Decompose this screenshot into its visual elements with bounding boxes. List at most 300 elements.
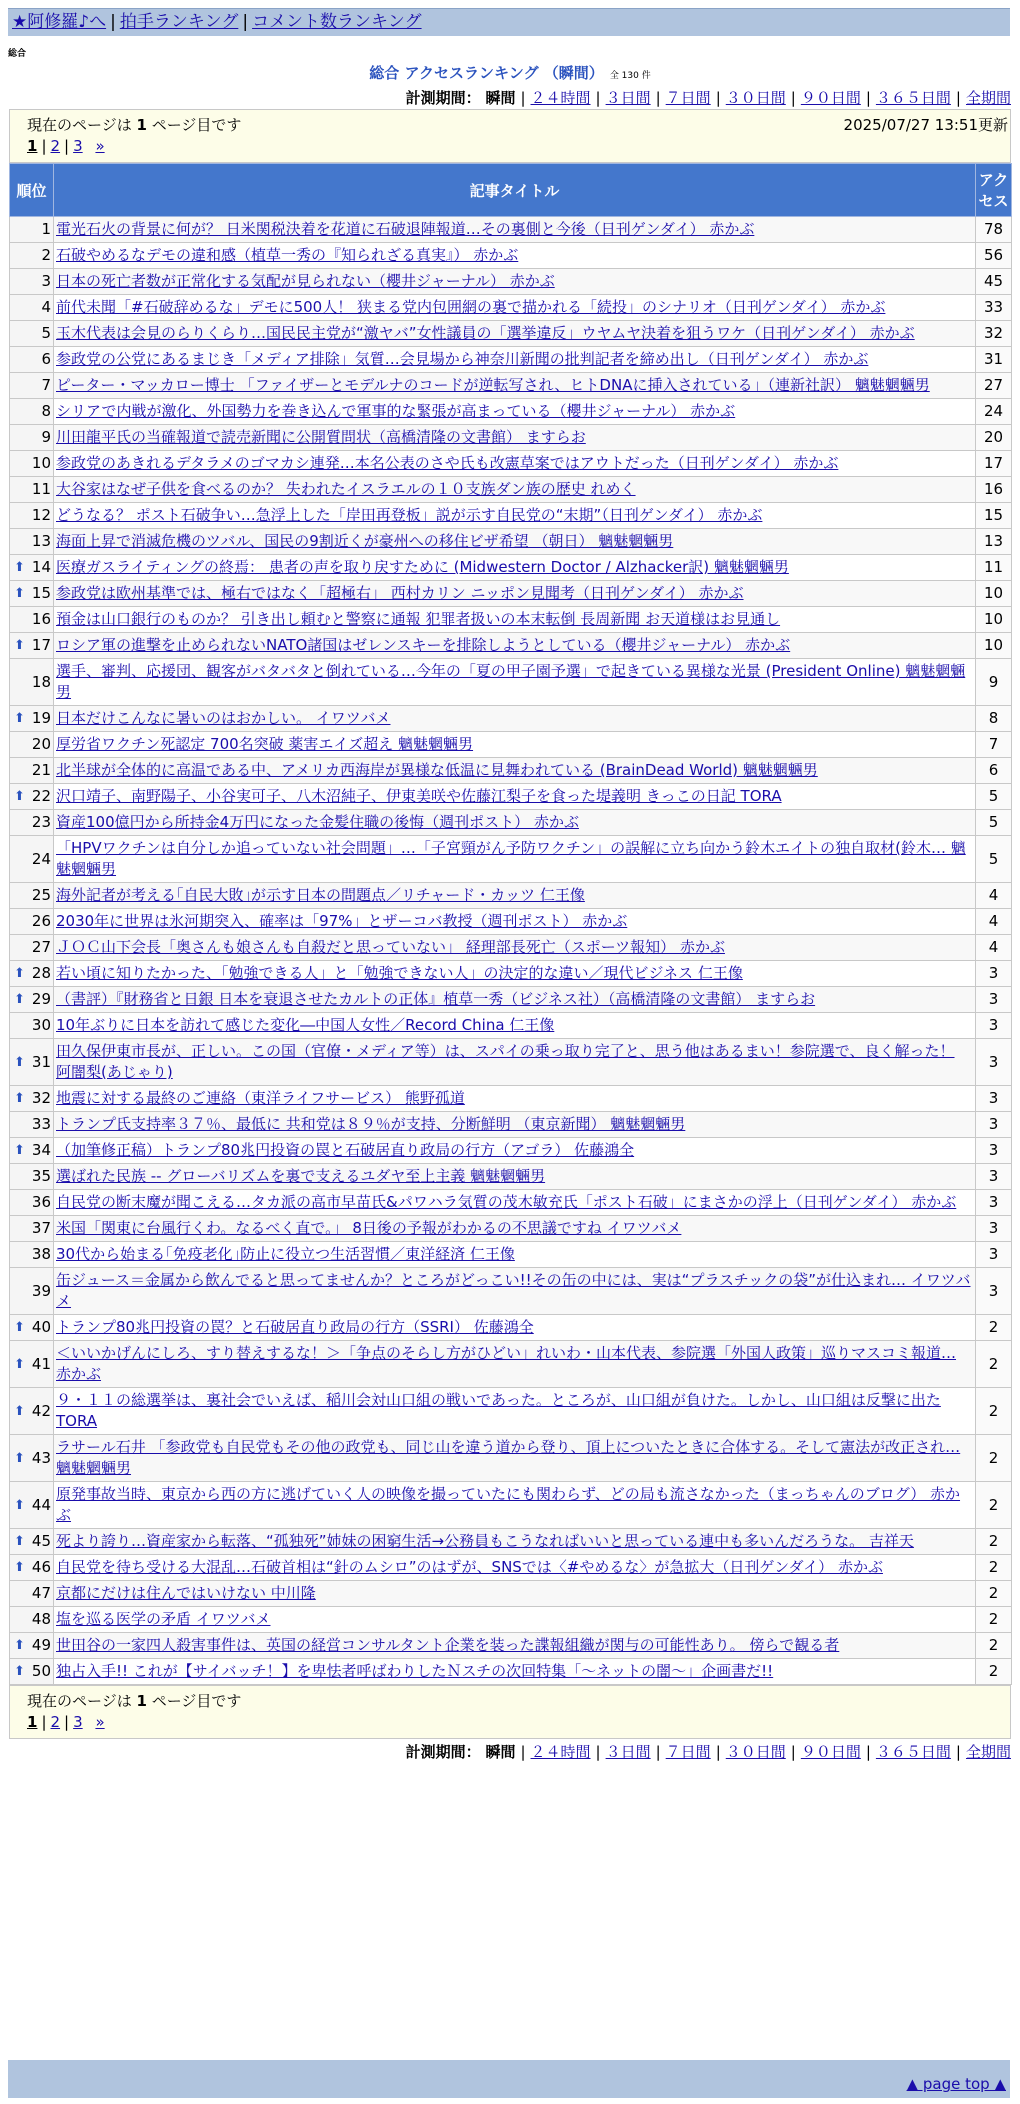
access-count: 16 — [976, 477, 1012, 503]
rank-cell — [10, 810, 54, 836]
article-link[interactable]: 死より誇り…資産家から転落、“孤独死”姉妹の困窮生活→公務員もこうなればいいと思っている連中も多いんだろうな。 吉祥天 — [56, 1532, 914, 1550]
title-cell — [54, 1633, 976, 1659]
rank-number: 2 — [41, 246, 51, 264]
rank-number: 39 — [31, 1281, 51, 1300]
article-link[interactable]: 石破やめるなデモの違和感（植草一秀の『知られざる真実』） 赤かぶ — [56, 246, 519, 264]
article-link[interactable]: 電光石火の背景に何が？ 日米関税決着を花道に石破退陣報道…その裏側と今後（日刊ゲンダイ） 赤かぶ — [56, 220, 755, 238]
title-cell — [54, 659, 976, 706]
title-cell — [54, 1242, 976, 1268]
access-count: 2 — [976, 1581, 1012, 1607]
title-cell — [54, 1388, 976, 1435]
rank-number: 16 — [31, 610, 51, 628]
table-row — [10, 451, 1012, 477]
table-row — [10, 1039, 1012, 1086]
pagination: 1 | 2 | 3 » — [27, 1713, 105, 1731]
rank-number: 23 — [31, 813, 51, 831]
table-row — [10, 836, 1012, 883]
rank-number: 11 — [31, 480, 51, 498]
title-cell — [54, 1039, 976, 1086]
access-count: 78 — [976, 217, 1012, 243]
page-next-link[interactable]: » — [95, 1713, 105, 1731]
access-count: 3 — [976, 1216, 1012, 1242]
rank-number: 47 — [31, 1584, 51, 1602]
access-count: 3 — [976, 1086, 1012, 1112]
page-link-2[interactable]: 2 — [50, 137, 61, 155]
rank-number: 37 — [31, 1219, 51, 1237]
title-cell — [54, 1216, 976, 1242]
rank-number: 28 — [31, 964, 51, 982]
title-cell — [54, 607, 976, 633]
table-row — [10, 581, 1012, 607]
title-cell — [54, 503, 976, 529]
page-link-3[interactable]: 3 — [73, 137, 83, 155]
rank-cell — [10, 1388, 54, 1435]
rank-cell — [10, 659, 54, 706]
title-cell — [54, 633, 976, 659]
table-row — [10, 935, 1012, 961]
rank-cell — [10, 425, 54, 451]
page-info-bottom — [9, 1685, 1011, 1739]
nav-applause-ranking-link[interactable]: 拍手ランキング — [119, 12, 239, 32]
article-link[interactable]: 参政党のあきれるデタラメのゴマカシ連発…本名公表のさや氏も改憲草案ではアウトだった（日刊ゲンダイ） 赤かぶ — [56, 454, 839, 472]
table-row — [10, 758, 1012, 784]
article-link[interactable]: 日本の死亡者数が正常化する気配が見られない（櫻井ジャーナル） 赤かぶ — [56, 272, 555, 290]
rank-cell — [10, 451, 54, 477]
article-link[interactable]: 30代から始まる｢免疫老化｣防止に役立つ生活習慣／東洋経済 仁王像 — [56, 1245, 515, 1263]
title-cell — [54, 347, 976, 373]
title-cell — [54, 1138, 976, 1164]
nav-separator: | — [110, 12, 116, 32]
access-count: 3 — [976, 1112, 1012, 1138]
title-cell — [54, 1607, 976, 1633]
up-arrow-icon: ⬆ — [14, 1091, 25, 1106]
rank-cell — [10, 1216, 54, 1242]
title-cell — [54, 451, 976, 477]
article-link[interactable]: 塩を巡る医学の矛盾 イワツバメ — [56, 1610, 271, 1628]
article-link[interactable]: （書評）『財務省と日銀 日本を衰退させたカルトの正体』植草一秀（ビジネス社）（高橋清隆の文書館） ますらお — [56, 990, 816, 1008]
access-count: 31 — [976, 347, 1012, 373]
table-row — [10, 1659, 1012, 1685]
rank-number: 12 — [31, 506, 51, 524]
article-link[interactable]: シリアで内戦が激化、外国勢力を巻き込んで軍事的な緊張が高まっている（櫻井ジャーナル） 赤かぶ — [56, 402, 736, 420]
rank-number: 50 — [31, 1662, 51, 1680]
footer-bar — [8, 2060, 1010, 2098]
table-row — [10, 1315, 1012, 1341]
article-link[interactable]: 玉木代表は会見のらりくらり…国民民主党が“激ヤバ”女性議員の「選挙違反」ウヤムヤ決着を狙うワケ（日刊ゲンダイ） 赤かぶ — [56, 324, 915, 342]
rank-number: 26 — [31, 912, 51, 930]
article-link[interactable]: 海面上昇で消滅危機のツバル、国民の9割近くが豪州への移住ビザ希望 （朝日） 魑魅魍魎男 — [56, 532, 674, 550]
up-arrow-icon: ⬆ — [14, 1664, 25, 1679]
period-link-90d[interactable]: ９０日間 — [800, 1743, 861, 1761]
article-link[interactable]: どうなる？ ポスト石破争い…急浮上した「岸田再登板」説が示す自民党の“末期”（日刊ゲンダイ） 赤かぶ — [56, 506, 763, 524]
section-label: 総合 — [8, 49, 27, 59]
article-link[interactable]: 独占入手!! これが【サイバッチ！】を卑怯者呼ばわりしたＮスチの次回特集「～ネットの闇～」企画書だ!! — [56, 1662, 774, 1680]
access-count: 6 — [976, 758, 1012, 784]
article-link[interactable]: 日本だけこんなに暑いのはおかしい。 イワツバメ — [56, 709, 391, 727]
access-count: 3 — [976, 961, 1012, 987]
table-row — [10, 1216, 1012, 1242]
access-count: 4 — [976, 883, 1012, 909]
article-link[interactable]: ＪＯＣ山下会長「奥さんも娘さんも自殺だと思っていない」 経理部長死亡（スポーツ報知） 赤かぶ — [56, 938, 725, 956]
table-row — [10, 1607, 1012, 1633]
access-count: 33 — [976, 295, 1012, 321]
table-row — [10, 784, 1012, 810]
rank-cell — [10, 909, 54, 935]
access-count: 8 — [976, 706, 1012, 732]
table-row — [10, 1529, 1012, 1555]
table-row — [10, 1482, 1012, 1529]
access-count: 13 — [976, 529, 1012, 555]
article-link[interactable]: 2030年に世界は氷河期突入、確率は「97%」とザーコバ教授（週刊ポスト） 赤かぶ — [56, 912, 628, 930]
rank-number: 30 — [31, 1016, 51, 1034]
rank-cell — [10, 1607, 54, 1633]
article-link[interactable]: 自民党の断末魔が聞こえる…タカ派の高市早苗氏&パワハラ気質の茂木敏充氏「ポスト石破」にまさかの浮上（日刊ゲンダイ） 赤かぶ — [56, 1193, 957, 1211]
nav-comment-ranking-link[interactable]: コメント数ランキング — [252, 12, 422, 32]
table-row — [10, 217, 1012, 243]
table-row — [10, 269, 1012, 295]
period-link-all[interactable]: 全期間 — [965, 1743, 1011, 1761]
up-arrow-icon: ⬆ — [14, 1403, 25, 1419]
rank-number: 17 — [31, 636, 51, 654]
up-arrow-icon: ⬆ — [14, 586, 25, 601]
article-link[interactable]: 缶ジュース＝金属から飲んでると思ってませんか？ところがどっこい!!その缶の中には、実は“プラスチックの袋”が仕込まれ… イワツバメ — [56, 1271, 971, 1310]
table-row — [10, 1138, 1012, 1164]
up-arrow-icon: ⬆ — [14, 1143, 25, 1158]
rank-cell — [10, 347, 54, 373]
page-current: 1 — [27, 1713, 38, 1731]
rank-number: 19 — [31, 709, 51, 727]
period-link-365d[interactable]: ３６５日間 — [875, 1743, 951, 1761]
rank-number: 36 — [31, 1193, 51, 1211]
title-cell — [54, 987, 976, 1013]
title-cell — [54, 810, 976, 836]
table-row — [10, 555, 1012, 581]
article-link[interactable]: 資産100億円から所持金4万円になった金髪住職の後悔（週刊ポスト） 赤かぶ — [56, 813, 579, 831]
table-row — [10, 961, 1012, 987]
period-label: 計測期間： — [405, 1743, 481, 1761]
rank-cell — [10, 1164, 54, 1190]
access-count: 11 — [976, 555, 1012, 581]
table-row — [10, 1633, 1012, 1659]
title-cell — [54, 1581, 976, 1607]
access-count: 4 — [976, 935, 1012, 961]
rank-number: 20 — [31, 735, 51, 753]
up-arrow-icon: ⬆ — [14, 992, 25, 1007]
rank-cell — [10, 555, 54, 581]
access-count: 3 — [976, 1242, 1012, 1268]
article-link[interactable]: 川田龍平氏の当確報道で読売新聞に公開質問状（高橋清隆の文書館） ますらお — [56, 428, 586, 446]
title-cell — [54, 1315, 976, 1341]
article-link[interactable]: 原発事故当時、東京から西の方に逃げていく人の映像を撮っていたにも関わらず、どの局も流さなかった（まっちゃんのブログ） 赤かぶ — [56, 1485, 961, 1524]
rank-cell — [10, 1341, 54, 1388]
access-count: 3 — [976, 1190, 1012, 1216]
table-row — [10, 659, 1012, 706]
up-arrow-icon: ⬆ — [14, 1356, 25, 1372]
rank-cell — [10, 1039, 54, 1086]
table-row — [10, 347, 1012, 373]
table-row — [10, 909, 1012, 935]
rank-cell — [10, 883, 54, 909]
period-link-7d[interactable]: ７日間 — [665, 1743, 711, 1761]
rank-cell — [10, 1013, 54, 1039]
rank-number: 31 — [31, 1052, 51, 1071]
page-info-top — [9, 109, 1011, 163]
page-link-2[interactable]: 2 — [50, 1713, 61, 1731]
rank-cell — [10, 607, 54, 633]
access-count: 24 — [976, 399, 1012, 425]
title-cell — [54, 295, 976, 321]
title-cell — [54, 555, 976, 581]
article-link[interactable]: 選手、審判、応援団、観客がバタバタと倒れている…今年の「夏の甲子園予選」で起きている異様な光景 (President Online) 魑魅魍魎男 — [56, 662, 966, 701]
ranking-table — [9, 163, 1012, 1685]
table-row — [10, 1341, 1012, 1388]
access-count: 20 — [976, 425, 1012, 451]
table-row — [10, 529, 1012, 555]
title-cell — [54, 935, 976, 961]
title-cell — [54, 1013, 976, 1039]
rank-number: 8 — [41, 402, 51, 420]
rank-number: 29 — [31, 990, 51, 1008]
access-count: 10 — [976, 633, 1012, 659]
rank-cell — [10, 1190, 54, 1216]
page-link-3[interactable]: 3 — [73, 1713, 83, 1731]
table-row — [10, 1435, 1012, 1482]
header-access: アクセス — [976, 164, 1012, 217]
rank-cell — [10, 633, 54, 659]
rank-cell — [10, 1581, 54, 1607]
access-count: 2 — [976, 1633, 1012, 1659]
title-cell — [54, 399, 976, 425]
period-link-3d[interactable]: ３日間 — [605, 1743, 651, 1761]
current-page-text: 現在のページは 1 ページ目です — [27, 116, 242, 134]
rank-cell — [10, 295, 54, 321]
title-cell — [54, 732, 976, 758]
rank-number: 10 — [31, 454, 51, 472]
rank-number: 32 — [31, 1089, 51, 1107]
article-link[interactable]: 大谷家はなぜ子供を食べるのか？ 失われたイスラエルの１０支族ダン族の歴史 れめく — [56, 480, 636, 498]
title-cell — [54, 758, 976, 784]
title-cell — [54, 1086, 976, 1112]
article-link[interactable]: トランプ80兆円投資の罠？と石破居直り政局の行方（SSRI） 佐藤鴻全 — [56, 1318, 534, 1336]
access-count: 32 — [976, 321, 1012, 347]
rank-cell — [10, 935, 54, 961]
article-link[interactable]: 「HPVワクチンは自分しか追っていない社会問題」…「子宮頸がん予防ワクチン」の誤解に立ち向かう鈴木エイトの独自取材(鈴木… 魑魅魍魎男 — [56, 839, 966, 878]
access-count: 2 — [976, 1435, 1012, 1482]
access-count: 3 — [976, 987, 1012, 1013]
rank-cell — [10, 1555, 54, 1581]
rank-cell — [10, 706, 54, 732]
title-cell — [54, 1529, 976, 1555]
access-count: 3 — [976, 1268, 1012, 1315]
access-count: 45 — [976, 269, 1012, 295]
rank-cell — [10, 1529, 54, 1555]
table-row — [10, 883, 1012, 909]
rank-number: 38 — [31, 1245, 51, 1263]
access-count: 27 — [976, 373, 1012, 399]
rank-cell — [10, 987, 54, 1013]
rank-number: 35 — [31, 1167, 51, 1185]
nav-separator: | — [242, 12, 249, 32]
access-count: 3 — [976, 1164, 1012, 1190]
up-arrow-icon: ⬆ — [14, 1534, 25, 1549]
access-count: 5 — [976, 810, 1012, 836]
rank-cell — [10, 1086, 54, 1112]
article-link[interactable]: ９・１１の総選挙は、裏社会でいえば、稲川会対山口組の戦いであった。ところが、山口組が負けた。しかし、山口組は反撃に出た TORA — [56, 1391, 941, 1430]
nav-home-link[interactable]: ★阿修羅♪へ — [12, 12, 107, 32]
table-row — [10, 1581, 1012, 1607]
rank-number: 25 — [31, 886, 51, 904]
title-cell — [54, 1482, 976, 1529]
title-cell — [54, 1164, 976, 1190]
rank-number: 40 — [31, 1318, 51, 1336]
table-row — [10, 1388, 1012, 1435]
period-link-365d[interactable]: ３６５日間 — [875, 89, 951, 107]
article-link[interactable]: ピーター・マッカロー博士 「ファイザーとモデルナのコードが逆転写され、ヒトDNAに挿入されている」（連新社訳） 魑魅魍魎男 — [56, 376, 930, 394]
page-next-link[interactable]: » — [95, 137, 105, 155]
header-title: 記事タイトル — [54, 164, 976, 217]
up-arrow-icon: ⬆ — [14, 1638, 25, 1653]
up-arrow-icon: ⬆ — [14, 1497, 25, 1513]
rank-number: 5 — [41, 324, 51, 342]
table-row — [10, 810, 1012, 836]
table-row — [10, 295, 1012, 321]
article-link[interactable]: 北半球が全体的に高温である中、アメリカ西海岸が異様な低温に見舞われている (BrainDead World) 魑魅魍魎男 — [56, 761, 818, 779]
rank-number: 33 — [31, 1115, 51, 1133]
access-count: 3 — [976, 1013, 1012, 1039]
article-link[interactable]: 米国「関東に台風行くわ。なるべく直で。」 8日後の予報がわかるの不思議ですね イワツバメ — [56, 1219, 682, 1237]
title-cell — [54, 784, 976, 810]
title-cell — [54, 706, 976, 732]
article-link[interactable]: 預金は山口銀行のものか？ 引き出し頼むと警察に通報 犯罪者扱いの本末転倒 長周新聞 お天道様はお見通し — [56, 610, 781, 628]
rank-cell — [10, 1482, 54, 1529]
period-link-30d[interactable]: ３０日間 — [725, 1743, 786, 1761]
article-link[interactable]: ラサール石井 「参政党も自民党もその他の政党も、同じ山を違う道から登り、頂上についたときに合体する。そして憲法が改正され… 魑魅魍魎男 — [56, 1438, 961, 1477]
access-count: 3 — [976, 1039, 1012, 1086]
access-count: 2 — [976, 1555, 1012, 1581]
rank-number: 46 — [31, 1558, 51, 1576]
table-row — [10, 987, 1012, 1013]
rank-number: 14 — [31, 558, 51, 576]
table-row — [10, 706, 1012, 732]
up-arrow-icon: ⬆ — [14, 560, 25, 575]
period-link-30d[interactable]: ３０日間 — [725, 89, 786, 107]
table-row — [10, 1268, 1012, 1315]
article-link[interactable]: 自民党を待ち受ける大混乱…石破首相は“針のムシロ”のはずが、SNSでは〈#やめるな〉が急拡大（日刊ゲンダイ） 赤かぶ — [56, 1558, 883, 1576]
period-link-all[interactable]: 全期間 — [965, 89, 1011, 107]
header-rank: 順位 — [10, 164, 54, 217]
table-row — [10, 1086, 1012, 1112]
title-cell — [54, 373, 976, 399]
pagination: 1 | 2 | 3 » — [27, 137, 105, 155]
title-cell — [54, 836, 976, 883]
article-link[interactable]: 地震に対する最終のご連絡（東洋ライフサービス） 熊野孤道 — [56, 1089, 465, 1107]
article-link[interactable]: 選ばれた民族 -- グローバリズムを裏で支えるユダヤ至上主義 魑魅魍魎男 — [56, 1167, 546, 1185]
article-link[interactable]: 参政党の公党にあるまじき「メディア排除」気質…会見場から神奈川新聞の批判記者を締め出し（日刊ゲンダイ） 赤かぶ — [56, 350, 869, 368]
title-cell — [54, 1659, 976, 1685]
up-arrow-icon: ⬆ — [14, 1560, 25, 1575]
title-cell — [54, 581, 976, 607]
access-count: 56 — [976, 243, 1012, 269]
page-top-link[interactable]: ▲ page top ▲ — [906, 2075, 1006, 2093]
rank-number: 4 — [41, 298, 51, 316]
rank-number: 24 — [31, 849, 51, 868]
article-link[interactable]: 世田谷の一家四人殺害事件は、英国の経営コンサルタント企業を装った諜報組織が関与の可能性あり。 傍らで観る者 — [56, 1636, 840, 1654]
period-selector-top: 計測期間： 瞬間 | ２４時間 | ３日間 | ７日間 | ３０日間 | ９０日間 | ３６５日間 | 全期間 — [405, 89, 1011, 107]
article-link[interactable]: 沢口靖子、南野陽子、小谷実可子、八木沼純子、伊東美咲や佐藤江梨子を食った堤義明 きっこの日記 TORA — [56, 787, 782, 805]
rank-number: 41 — [31, 1354, 51, 1373]
table-header-row — [10, 164, 1012, 217]
article-link[interactable]: 田久保伊東市長が、正しい。この国（官僚・メディア等）は、スパイの乗っ取り完了と、思う他はあるまい！参院選で、良く解った！ 阿闇梨(あじゃり) — [56, 1042, 955, 1081]
access-count: 2 — [976, 1341, 1012, 1388]
table-row — [10, 1555, 1012, 1581]
table-row — [10, 477, 1012, 503]
rank-cell — [10, 529, 54, 555]
title-cell — [54, 1435, 976, 1482]
article-link[interactable]: 10年ぶりに日本を訪れて感じた変化―中国人女性／Record China 仁王像 — [56, 1016, 555, 1034]
article-link[interactable]: 参政党は欧州基準では、極右ではなく「超極右」 西村カリン ニッポン見聞考（日刊ゲンダイ） 赤かぶ — [56, 584, 744, 602]
rank-number: 34 — [31, 1141, 51, 1159]
article-link[interactable]: 海外記者が考える｢自民大敗｣が示す日本の問題点／リチャード・カッツ 仁王像 — [56, 886, 585, 904]
rank-number: 13 — [31, 532, 51, 550]
access-count: 9 — [976, 659, 1012, 706]
rank-number: 6 — [41, 350, 51, 368]
article-link[interactable]: 医療ガスライティングの終焉： 患者の声を取り戻すために (Midwestern Doctor / Alzhacker訳) 魑魅魍魎男 — [56, 558, 789, 576]
rank-cell — [10, 503, 54, 529]
article-link[interactable]: 京都にだけは住んではいけない 中川隆 — [56, 1584, 316, 1602]
access-count: 2 — [976, 1529, 1012, 1555]
table-row — [10, 1242, 1012, 1268]
article-link[interactable]: ロシア軍の進撃を止められないNATO諸国はゼレンスキーを排除しようとしている（櫻井ジャーナル） 赤かぶ — [56, 636, 791, 654]
article-link[interactable]: 前代未聞「#石破辞めるな」デモに500人！ 狭まる党内包囲網の裏で描かれる「続投」のシナリオ（日刊ゲンダイ） 赤かぶ — [56, 298, 886, 316]
rank-cell — [10, 321, 54, 347]
up-arrow-icon: ⬆ — [14, 1320, 25, 1335]
period-link-24h[interactable]: ２４時間 — [530, 1743, 591, 1761]
rank-cell — [10, 217, 54, 243]
title-cell — [54, 243, 976, 269]
article-link[interactable]: （加筆修正稿）トランプ80兆円投資の罠と石破居直り政局の行方（アゴラ） 佐藤鴻全 — [56, 1141, 635, 1159]
top-nav-bar — [8, 8, 1010, 36]
table-row — [10, 503, 1012, 529]
rank-number: 44 — [31, 1495, 51, 1514]
rank-number: 7 — [41, 376, 51, 394]
period-link-24h[interactable]: ２４時間 — [530, 89, 591, 107]
title-cell — [54, 425, 976, 451]
title-cell — [54, 321, 976, 347]
title-cell — [54, 477, 976, 503]
item-count: 全 130 件 — [609, 71, 651, 81]
up-arrow-icon: ⬆ — [14, 1450, 25, 1466]
rank-number: 42 — [31, 1401, 51, 1420]
access-count: 2 — [976, 1607, 1012, 1633]
rank-cell — [10, 1268, 54, 1315]
period-link-3d[interactable]: ３日間 — [605, 89, 651, 107]
article-link[interactable]: 若い頃に知りたかった、「勉強できる人」と「勉強できない人」の決定的な違い／現代ビジネス 仁王像 — [56, 964, 743, 982]
period-link-7d[interactable]: ７日間 — [665, 89, 711, 107]
access-count: 4 — [976, 909, 1012, 935]
title-cell — [54, 529, 976, 555]
article-link[interactable]: トランプ氏支持率３７％、最低に 共和党は８９％が支持、分断鮮明 （東京新聞） 魑魅魍魎男 — [56, 1115, 686, 1133]
article-link[interactable]: ＜いいかげんにしろ、すり替えするな！＞「争点のそらし方がひどい」れいわ・山本代表、参院選「外国人政策」巡りマスコミ報道… 赤かぶ — [56, 1344, 957, 1383]
rank-cell — [10, 836, 54, 883]
title-cell — [54, 1341, 976, 1388]
rank-number: 22 — [31, 787, 51, 805]
table-row — [10, 399, 1012, 425]
title-cell — [54, 1268, 976, 1315]
access-count: 2 — [976, 1388, 1012, 1435]
article-link[interactable]: 厚労省ワクチン死認定 700名突破 薬害エイズ超え 魑魅魍魎男 — [56, 735, 474, 753]
period-link-90d[interactable]: ９０日間 — [800, 89, 861, 107]
access-count: 2 — [976, 1315, 1012, 1341]
